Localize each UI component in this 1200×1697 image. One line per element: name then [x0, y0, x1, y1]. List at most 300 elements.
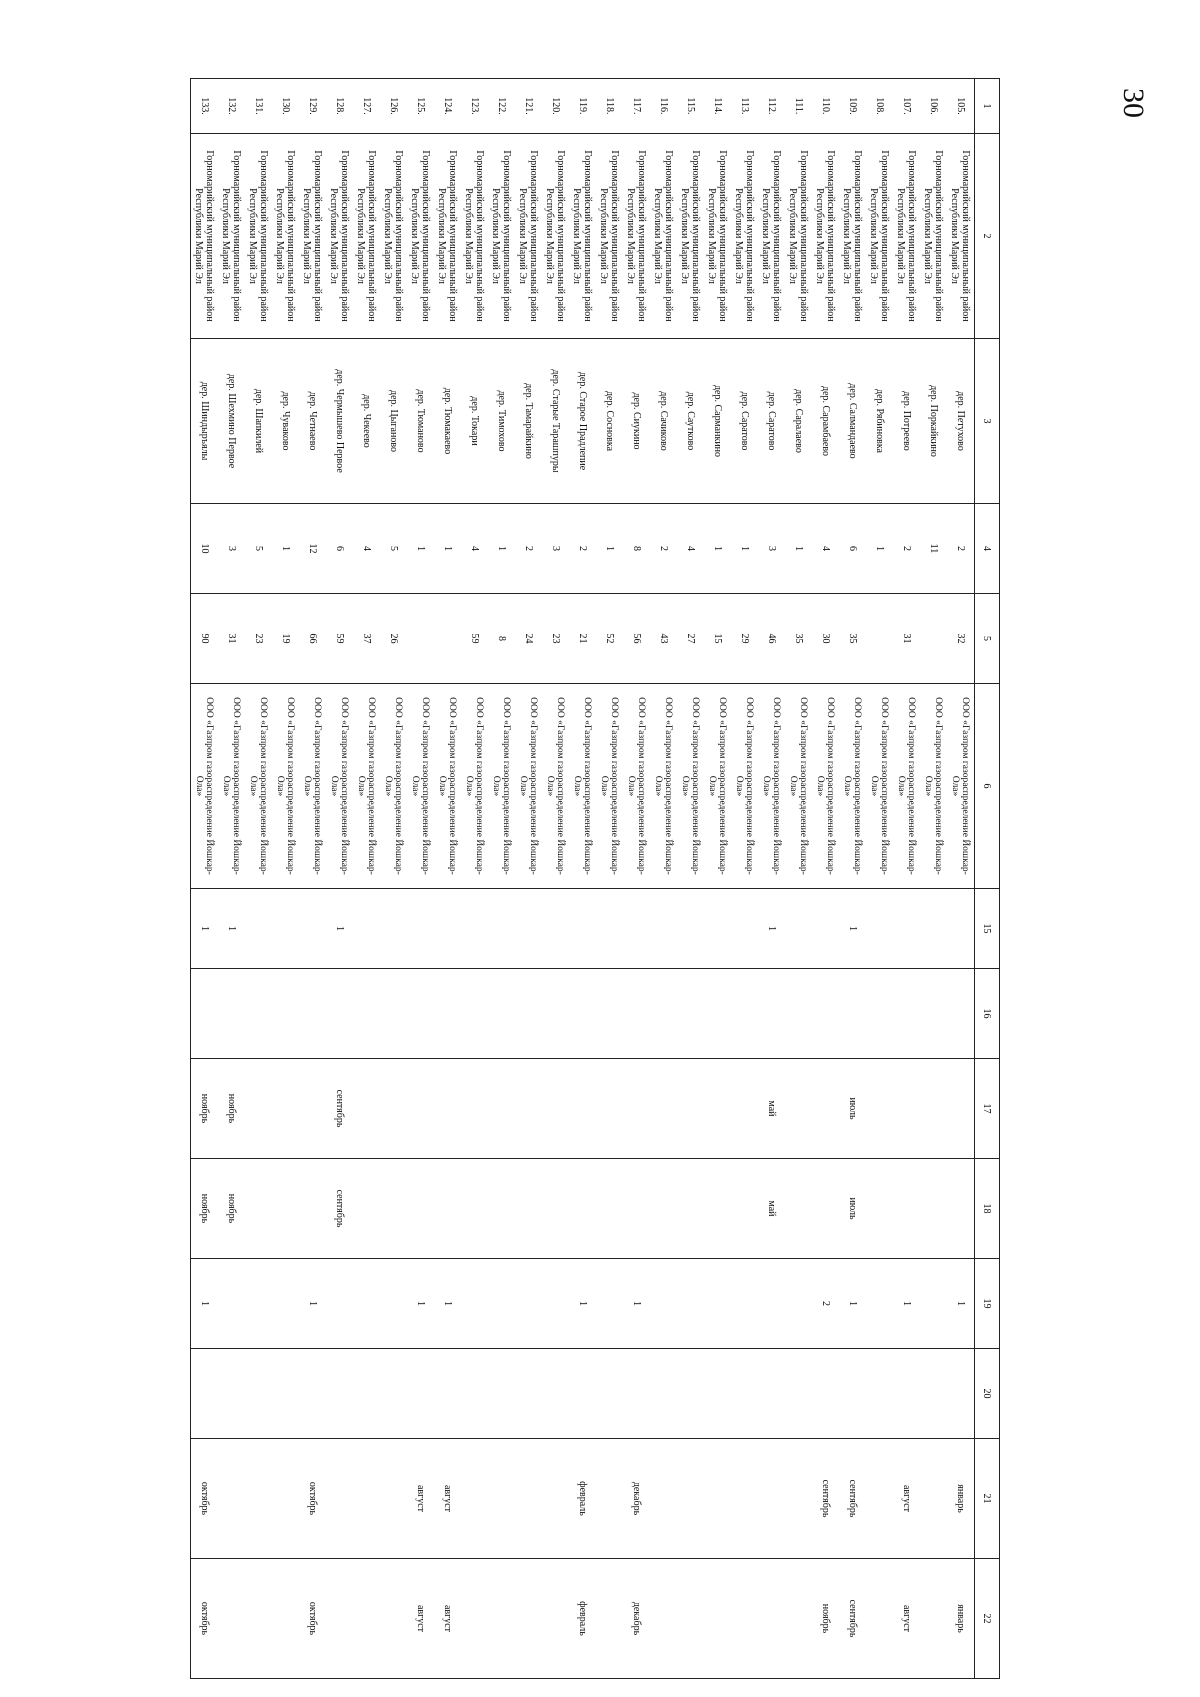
cell-col-20	[245, 1349, 272, 1439]
cell-village: дер. Токари	[461, 339, 488, 504]
cell-col-17	[731, 1059, 758, 1159]
cell-village: дер. Поркайкино	[920, 339, 947, 504]
cell-number: 127.	[353, 79, 380, 134]
cell-col-18	[812, 1159, 839, 1259]
cell-organization: ООО «Газпром газораспределение Йошкар-Ола»	[380, 684, 407, 889]
cell-col-5	[866, 594, 893, 684]
cell-district: Горномарийский муниципальный район Республики Марий Эл	[434, 134, 461, 339]
cell-district: Горномарийский муниципальный район Республики Марий Эл	[758, 134, 785, 339]
cell-col-5: 43	[650, 594, 677, 684]
column-header-district: 2	[975, 134, 1000, 339]
column-header-organization: 6	[975, 684, 1000, 889]
cell-col-16	[353, 969, 380, 1059]
cell-col-4: 1	[407, 504, 434, 594]
cell-number: 106.	[920, 79, 947, 134]
cell-col-5: 35	[839, 594, 866, 684]
table-row	[947, 79, 975, 1679]
cell-col-19: 1	[623, 1259, 650, 1349]
cell-col-21	[515, 1439, 542, 1559]
cell-organization: ООО «Газпром газораспределение Йошкар-Ола»	[434, 684, 461, 889]
table-row	[272, 79, 299, 1679]
cell-col-19	[515, 1259, 542, 1349]
table-row	[731, 79, 758, 1679]
cell-village: дер. Саратово	[758, 339, 785, 504]
cell-col-22: август	[893, 1559, 920, 1679]
cell-number: 108.	[866, 79, 893, 134]
cell-col-22: ноябрь	[812, 1559, 839, 1679]
column-header-col-17: 17	[975, 1059, 1000, 1159]
cell-number: 129.	[299, 79, 326, 134]
cell-col-21: октябрь	[299, 1439, 326, 1559]
cell-col-18	[542, 1159, 569, 1259]
cell-col-20	[353, 1349, 380, 1439]
cell-col-5: 8	[488, 594, 515, 684]
cell-organization: ООО «Газпром газораспределение Йошкар-Ола»	[326, 684, 353, 889]
cell-col-19	[245, 1259, 272, 1349]
cell-col-15	[488, 889, 515, 969]
cell-village: дер. Потреево	[893, 339, 920, 504]
cell-village: дер. Саутково	[677, 339, 704, 504]
cell-col-5: 31	[893, 594, 920, 684]
cell-col-4: 1	[272, 504, 299, 594]
cell-village: дер. Шапкилей	[245, 339, 272, 504]
cell-col-18	[704, 1159, 731, 1259]
cell-col-17	[677, 1059, 704, 1159]
cell-number: 118.	[596, 79, 623, 134]
cell-col-4: 2	[893, 504, 920, 594]
cell-village: дер. Сарамбаево	[812, 339, 839, 504]
cell-district: Горномарийский муниципальный район Республики Марий Эл	[677, 134, 704, 339]
cell-col-4: 5	[245, 504, 272, 594]
cell-district: Горномарийский муниципальный район Республики Марий Эл	[353, 134, 380, 339]
column-header-col-22: 22	[975, 1559, 1000, 1679]
cell-col-19: 1	[569, 1259, 596, 1349]
cell-organization: ООО «Газпром газораспределение Йошкар-Ола»	[947, 684, 975, 889]
cell-col-18	[596, 1159, 623, 1259]
cell-district: Горномарийский муниципальный район Республики Марий Эл	[812, 134, 839, 339]
cell-number: 132.	[218, 79, 245, 134]
cell-number: 114.	[704, 79, 731, 134]
table-row	[299, 79, 326, 1679]
cell-col-18	[299, 1159, 326, 1259]
cell-col-20	[272, 1349, 299, 1439]
cell-col-17	[569, 1059, 596, 1159]
cell-col-15	[623, 889, 650, 969]
cell-village: дер. Четнаево	[299, 339, 326, 504]
column-header-col-20: 20	[975, 1349, 1000, 1439]
cell-organization: ООО «Газпром газораспределение Йошкар-Ола»	[866, 684, 893, 889]
cell-col-22	[326, 1559, 353, 1679]
cell-col-18	[866, 1159, 893, 1259]
cell-col-5: 46	[758, 594, 785, 684]
cell-col-15	[542, 889, 569, 969]
cell-district: Горномарийский муниципальный район Республики Марий Эл	[245, 134, 272, 339]
cell-col-4: 4	[812, 504, 839, 594]
cell-district: Горномарийский муниципальный район Республики Марий Эл	[731, 134, 758, 339]
cell-col-21	[731, 1439, 758, 1559]
table-row	[866, 79, 893, 1679]
cell-col-17: июль	[839, 1059, 866, 1159]
cell-col-22: февраль	[569, 1559, 596, 1679]
cell-col-15	[704, 889, 731, 969]
cell-district: Горномарийский муниципальный район Республики Марий Эл	[623, 134, 650, 339]
cell-col-21: октябрь	[191, 1439, 219, 1559]
cell-col-15	[731, 889, 758, 969]
cell-number: 117.	[623, 79, 650, 134]
cell-number: 107.	[893, 79, 920, 134]
cell-col-18	[623, 1159, 650, 1259]
cell-organization: ООО «Газпром газораспределение Йошкар-Ола»	[839, 684, 866, 889]
gasification-schedule-table	[190, 78, 1000, 1679]
table-row	[893, 79, 920, 1679]
cell-col-19: 1	[407, 1259, 434, 1349]
cell-village: дер. Старые Тарашпуры	[542, 339, 569, 504]
cell-organization: ООО «Газпром газораспределение Йошкар-Ола»	[623, 684, 650, 889]
cell-col-22	[758, 1559, 785, 1679]
cell-col-17	[866, 1059, 893, 1159]
cell-col-4: 3	[758, 504, 785, 594]
cell-col-19	[596, 1259, 623, 1349]
cell-col-17: сентябрь	[326, 1059, 353, 1159]
cell-col-16	[785, 969, 812, 1059]
cell-village: дер. Чуваково	[272, 339, 299, 504]
cell-col-18	[488, 1159, 515, 1259]
cell-col-15: 1	[191, 889, 219, 969]
cell-col-21: август	[893, 1439, 920, 1559]
cell-district: Горномарийский муниципальный район Республики Марий Эл	[218, 134, 245, 339]
cell-district: Горномарийский муниципальный район Республики Марий Эл	[596, 134, 623, 339]
cell-col-15	[596, 889, 623, 969]
table-row	[326, 79, 353, 1679]
cell-number: 133.	[191, 79, 219, 134]
column-header-number: 1	[975, 79, 1000, 134]
cell-village: дер. Петухово	[947, 339, 975, 504]
cell-col-17: ноябрь	[218, 1059, 245, 1159]
cell-col-18: сентябрь	[326, 1159, 353, 1259]
cell-organization: ООО «Газпром газораспределение Йошкар-Ола»	[758, 684, 785, 889]
cell-col-20	[839, 1349, 866, 1439]
cell-col-4: 2	[650, 504, 677, 594]
cell-district: Горномарийский муниципальный район Республики Марий Эл	[542, 134, 569, 339]
cell-col-5	[407, 594, 434, 684]
cell-col-17	[812, 1059, 839, 1159]
cell-col-15	[893, 889, 920, 969]
cell-col-21: сентябрь	[812, 1439, 839, 1559]
cell-col-21	[920, 1439, 947, 1559]
cell-organization: ООО «Газпром газораспределение Йошкар-Ола»	[461, 684, 488, 889]
cell-organization: ООО «Газпром газораспределение Йошкар-Ола»	[596, 684, 623, 889]
cell-col-20	[596, 1349, 623, 1439]
cell-col-19: 1	[893, 1259, 920, 1349]
cell-col-21	[677, 1439, 704, 1559]
table-row	[515, 79, 542, 1679]
cell-number: 131.	[245, 79, 272, 134]
cell-col-18	[650, 1159, 677, 1259]
cell-col-19	[704, 1259, 731, 1349]
cell-col-18	[785, 1159, 812, 1259]
cell-col-4: 2	[515, 504, 542, 594]
table-row	[461, 79, 488, 1679]
cell-col-18	[677, 1159, 704, 1259]
cell-col-15: 1	[758, 889, 785, 969]
cell-col-20	[893, 1349, 920, 1439]
cell-number: 125.	[407, 79, 434, 134]
cell-col-16	[434, 969, 461, 1059]
cell-district: Горномарийский муниципальный район Республики Марий Эл	[650, 134, 677, 339]
cell-organization: ООО «Газпром газораспределение Йошкар-Ола»	[299, 684, 326, 889]
cell-col-21	[326, 1439, 353, 1559]
cell-col-19	[866, 1259, 893, 1349]
cell-col-16	[947, 969, 975, 1059]
cell-district: Горномарийский муниципальный район Республики Марий Эл	[893, 134, 920, 339]
table-row	[488, 79, 515, 1679]
cell-col-22	[596, 1559, 623, 1679]
cell-col-20	[677, 1349, 704, 1439]
cell-col-22	[380, 1559, 407, 1679]
cell-village: дер. Тюмакаево	[434, 339, 461, 504]
table-row	[434, 79, 461, 1679]
cell-col-17	[245, 1059, 272, 1159]
cell-col-19	[326, 1259, 353, 1349]
cell-col-16	[191, 969, 219, 1059]
cell-col-16	[218, 969, 245, 1059]
cell-col-19: 1	[947, 1259, 975, 1349]
cell-col-22	[920, 1559, 947, 1679]
cell-col-16	[299, 969, 326, 1059]
table-body	[191, 79, 975, 1679]
cell-col-21: декабрь	[623, 1439, 650, 1559]
cell-col-19	[677, 1259, 704, 1349]
cell-col-17	[596, 1059, 623, 1159]
cell-village: дер. Тимохово	[488, 339, 515, 504]
cell-col-5: 90	[191, 594, 219, 684]
cell-village: дер. Саралаево	[785, 339, 812, 504]
cell-col-4: 5	[380, 504, 407, 594]
cell-organization: ООО «Газпром газораспределение Йошкар-Ола»	[704, 684, 731, 889]
column-header-col-16: 16	[975, 969, 1000, 1059]
table-row	[596, 79, 623, 1679]
cell-col-15	[650, 889, 677, 969]
cell-col-16	[758, 969, 785, 1059]
cell-number: 111.	[785, 79, 812, 134]
cell-col-19	[731, 1259, 758, 1349]
table-row	[704, 79, 731, 1679]
cell-col-21	[245, 1439, 272, 1559]
cell-district: Горномарийский муниципальный район Республики Марий Эл	[947, 134, 975, 339]
cell-col-20	[461, 1349, 488, 1439]
cell-col-5: 19	[272, 594, 299, 684]
cell-col-15: 1	[326, 889, 353, 969]
cell-col-18	[947, 1159, 975, 1259]
cell-col-4: 1	[488, 504, 515, 594]
cell-col-17	[380, 1059, 407, 1159]
cell-number: 123.	[461, 79, 488, 134]
cell-col-19	[542, 1259, 569, 1349]
column-header-col-4: 4	[975, 504, 1000, 594]
cell-col-15	[380, 889, 407, 969]
cell-col-19: 1	[299, 1259, 326, 1349]
cell-organization: ООО «Газпром газораспределение Йошкар-Ола»	[569, 684, 596, 889]
cell-district: Горномарийский муниципальный район Республики Марий Эл	[191, 134, 219, 339]
cell-col-16	[731, 969, 758, 1059]
cell-col-5: 31	[218, 594, 245, 684]
table-row	[839, 79, 866, 1679]
cell-col-20	[731, 1349, 758, 1439]
table-row	[542, 79, 569, 1679]
cell-village: дер. Саратово	[731, 339, 758, 504]
cell-col-17	[515, 1059, 542, 1159]
cell-village: дер. Тамарайкино	[515, 339, 542, 504]
cell-number: 110.	[812, 79, 839, 134]
cell-col-15	[434, 889, 461, 969]
cell-col-18: ноябрь	[191, 1159, 219, 1259]
cell-col-18: ноябрь	[218, 1159, 245, 1259]
cell-col-16	[920, 969, 947, 1059]
cell-col-20	[785, 1349, 812, 1439]
cell-col-4: 2	[569, 504, 596, 594]
cell-col-18	[380, 1159, 407, 1259]
cell-district: Горномарийский муниципальный район Республики Марий Эл	[461, 134, 488, 339]
cell-number: 113.	[731, 79, 758, 134]
cell-col-15	[407, 889, 434, 969]
cell-col-21: август	[434, 1439, 461, 1559]
cell-district: Горномарийский муниципальный район Республики Марий Эл	[299, 134, 326, 339]
table-row	[245, 79, 272, 1679]
cell-col-15: 1	[839, 889, 866, 969]
cell-village: дер. Старое Прадлепие	[569, 339, 596, 504]
cell-col-5	[434, 594, 461, 684]
cell-col-22	[488, 1559, 515, 1679]
cell-col-18	[515, 1159, 542, 1259]
cell-col-21: сентябрь	[839, 1439, 866, 1559]
cell-col-18: июль	[839, 1159, 866, 1259]
cell-number: 109.	[839, 79, 866, 134]
cell-col-20	[947, 1349, 975, 1439]
cell-col-5: 59	[461, 594, 488, 684]
cell-col-20	[515, 1349, 542, 1439]
cell-organization: ООО «Газпром газораспределение Йошкар-Ола»	[191, 684, 219, 889]
table-row	[380, 79, 407, 1679]
cell-col-22	[245, 1559, 272, 1679]
cell-district: Горномарийский муниципальный район Республики Марий Эл	[839, 134, 866, 339]
cell-col-18	[461, 1159, 488, 1259]
cell-village: дер. Тюманово	[407, 339, 434, 504]
cell-village: дер. Сосновка	[596, 339, 623, 504]
cell-col-4: 1	[434, 504, 461, 594]
cell-col-5: 24	[515, 594, 542, 684]
column-header-col-15: 15	[975, 889, 1000, 969]
cell-col-5: 23	[245, 594, 272, 684]
column-header-col-5: 5	[975, 594, 1000, 684]
cell-col-17: май	[758, 1059, 785, 1159]
cell-col-18	[272, 1159, 299, 1259]
cell-col-22: сентябрь	[839, 1559, 866, 1679]
cell-col-18	[407, 1159, 434, 1259]
cell-number: 128.	[326, 79, 353, 134]
cell-col-16	[866, 969, 893, 1059]
cell-col-15	[353, 889, 380, 969]
column-header-col-19: 19	[975, 1259, 1000, 1349]
cell-organization: ООО «Газпром газораспределение Йошкар-Ола»	[407, 684, 434, 889]
cell-col-16	[704, 969, 731, 1059]
cell-organization: ООО «Газпром газораспределение Йошкар-Ола»	[785, 684, 812, 889]
cell-col-22	[542, 1559, 569, 1679]
cell-col-19	[353, 1259, 380, 1349]
cell-col-17	[785, 1059, 812, 1159]
cell-col-16	[272, 969, 299, 1059]
cell-col-22: октябрь	[191, 1559, 219, 1679]
cell-col-4: 3	[542, 504, 569, 594]
cell-col-20	[380, 1349, 407, 1439]
cell-district: Горномарийский муниципальный район Республики Марий Эл	[407, 134, 434, 339]
cell-village: дер. Сачиково	[650, 339, 677, 504]
cell-col-19	[920, 1259, 947, 1349]
cell-col-20	[623, 1349, 650, 1439]
cell-col-15	[677, 889, 704, 969]
cell-col-5	[920, 594, 947, 684]
cell-col-18	[569, 1159, 596, 1259]
cell-col-17	[272, 1059, 299, 1159]
cell-col-16	[812, 969, 839, 1059]
cell-col-4: 10	[191, 504, 219, 594]
cell-col-16	[677, 969, 704, 1059]
rotated-table-container	[193, 78, 1000, 1678]
cell-col-5: 27	[677, 594, 704, 684]
cell-col-5: 23	[542, 594, 569, 684]
cell-col-17	[434, 1059, 461, 1159]
cell-district: Горномарийский муниципальный район Республики Марий Эл	[272, 134, 299, 339]
cell-village: дер. Сарманкино	[704, 339, 731, 504]
cell-col-21	[488, 1439, 515, 1559]
cell-col-21: август	[407, 1439, 434, 1559]
cell-col-21	[380, 1439, 407, 1559]
cell-col-19	[758, 1259, 785, 1349]
cell-col-4: 1	[596, 504, 623, 594]
cell-organization: ООО «Газпром газораспределение Йошкар-Ола»	[542, 684, 569, 889]
cell-organization: ООО «Газпром газораспределение Йошкар-Ола»	[488, 684, 515, 889]
cell-organization: ООО «Газпром газораспределение Йошкар-Ола»	[893, 684, 920, 889]
cell-col-20	[569, 1349, 596, 1439]
cell-col-19	[650, 1259, 677, 1349]
cell-col-5: 21	[569, 594, 596, 684]
cell-col-4: 1	[866, 504, 893, 594]
cell-col-17	[920, 1059, 947, 1159]
cell-col-4: 4	[353, 504, 380, 594]
cell-col-22: октябрь	[299, 1559, 326, 1679]
column-header-col-21: 21	[975, 1439, 1000, 1559]
cell-col-15	[461, 889, 488, 969]
cell-col-22: январь	[947, 1559, 975, 1679]
cell-organization: ООО «Газпром газораспределение Йошкар-Ола»	[731, 684, 758, 889]
cell-col-15	[569, 889, 596, 969]
cell-col-4: 3	[218, 504, 245, 594]
cell-col-16	[650, 969, 677, 1059]
table-row	[812, 79, 839, 1679]
page-number: 30	[1117, 88, 1150, 118]
cell-col-16	[380, 969, 407, 1059]
cell-col-16	[515, 969, 542, 1059]
cell-col-21	[704, 1439, 731, 1559]
cell-col-16	[542, 969, 569, 1059]
cell-col-15	[272, 889, 299, 969]
cell-col-5: 59	[326, 594, 353, 684]
cell-col-16	[839, 969, 866, 1059]
cell-col-15	[812, 889, 839, 969]
cell-col-22	[353, 1559, 380, 1679]
cell-col-22	[677, 1559, 704, 1679]
cell-col-16	[623, 969, 650, 1059]
cell-col-15	[785, 889, 812, 969]
